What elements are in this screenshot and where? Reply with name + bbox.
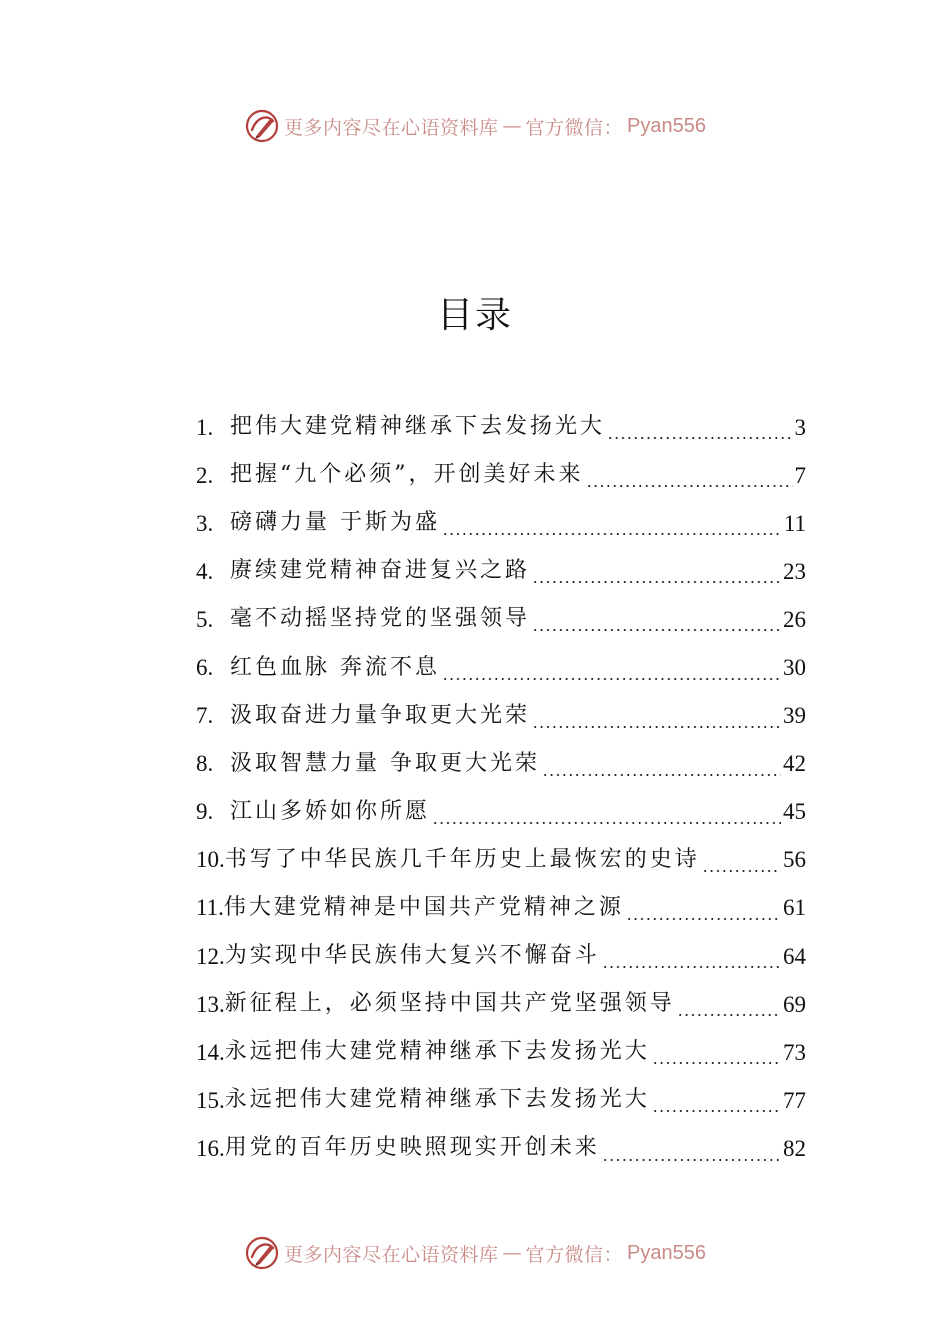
toc-entry-title: 把伟大建党精神继承下去发扬光大 (230, 414, 606, 440)
watermark-label: 官方微信： (525, 1243, 624, 1266)
toc-entry-page: 30 (783, 655, 806, 681)
toc-entry[interactable] (196, 547, 806, 595)
toc-entry-number: 2. (196, 462, 214, 488)
toc-dot-leader (607, 437, 792, 439)
toc-entry[interactable] (196, 980, 806, 1028)
toc-dot-leader (442, 533, 782, 535)
toc-entry[interactable] (196, 836, 806, 884)
footer-watermark (0, 1233, 950, 1273)
toc-entry-number: 4. (196, 558, 214, 584)
toc-dot-leader (432, 822, 781, 824)
toc-entry[interactable] (196, 1124, 806, 1172)
toc-dot-leader (532, 629, 781, 631)
toc-entry-page: 26 (783, 606, 806, 632)
toc-entry-title: 永远把伟大建党精神继承下去发扬光大 (224, 1087, 650, 1113)
toc-entry[interactable] (196, 451, 806, 499)
watermark-account: Pyan556 (627, 1241, 706, 1264)
header-watermark (0, 106, 950, 146)
toc-entry-number: 6. (196, 655, 214, 681)
toc-entry-title: 把握“九个必须”，开创美好未来 (230, 462, 584, 488)
toc-entry-number: 13. (196, 991, 225, 1017)
toc-dot-leader (652, 1062, 781, 1064)
toc-entry-title: 新征程上，必须坚持中国共产党坚强领导 (224, 991, 675, 1017)
toc-entry-page: 56 (783, 847, 806, 873)
toc-dot-leader (542, 774, 781, 776)
toc-entry-title: 用党的百年历史映照现实开创未来 (224, 1135, 600, 1161)
toc-entry-title: 伟大建党精神是中国共产党精神之源 (223, 894, 624, 920)
watermark-text: 更多内容尽在心语资料库 (284, 116, 499, 139)
toc-entry-title: 汲取智慧力量 争取更大光荣 (230, 750, 540, 776)
toc-entry-title: 毫不动摇坚持党的坚强领导 (230, 606, 531, 632)
toc-dot-leader (652, 1110, 781, 1112)
watermark-label: 官方微信： (525, 116, 624, 139)
toc-entry-page: 42 (783, 751, 806, 777)
toc-dot-leader (702, 870, 781, 872)
toc-entry[interactable] (196, 595, 806, 643)
toc-entry-number: 7. (196, 703, 214, 729)
pen-logo-icon (244, 108, 280, 144)
toc-entry-title: 磅礴力量 于斯为盛 (230, 510, 440, 536)
toc-entry-number: 1. (196, 414, 214, 440)
toc-entry-title: 书写了中华民族几千年历史上最恢宏的史诗 (224, 846, 700, 872)
watermark-separator: — (502, 115, 522, 137)
toc-entry-page: 82 (783, 1135, 806, 1161)
toc-entry[interactable] (196, 884, 806, 932)
toc-entry-title: 汲取奋进力量争取更大光荣 (230, 702, 531, 728)
toc-entry-number: 15. (196, 1087, 225, 1113)
toc-dot-leader (532, 581, 781, 583)
toc-dot-leader (442, 678, 781, 680)
toc-dot-leader (626, 918, 781, 920)
toc-entry-page: 23 (783, 558, 806, 584)
page-title: 目录 (436, 295, 513, 336)
toc-entry-title: 江山多娇如你所愿 (230, 798, 431, 824)
toc-entry-number: 16. (196, 1135, 225, 1161)
toc-entry[interactable] (196, 740, 806, 788)
toc-entry-page: 64 (783, 943, 806, 969)
toc-entry-number: 14. (196, 1039, 225, 1065)
toc-entry[interactable] (196, 1028, 806, 1076)
toc-entry-page: 77 (783, 1087, 806, 1113)
toc-dot-leader (602, 966, 781, 968)
toc-entry-page: 73 (783, 1039, 806, 1065)
toc-entry-number: 8. (196, 751, 214, 777)
toc-dot-leader (677, 1014, 781, 1016)
toc-entry-page: 69 (783, 991, 806, 1017)
toc-entry-number: 9. (196, 799, 214, 825)
toc-entry-number: 5. (196, 606, 214, 632)
toc-entry-page: 3 (794, 414, 806, 440)
toc-dot-leader (602, 1159, 781, 1161)
toc-entry[interactable] (196, 643, 806, 691)
toc-entry[interactable] (196, 1076, 806, 1124)
toc-entry-title: 为实现中华民族伟大复兴不懈奋斗 (224, 943, 600, 969)
toc-dot-leader (586, 485, 793, 487)
toc-entry-number: 3. (196, 510, 214, 536)
toc-entry[interactable] (196, 499, 806, 547)
toc-entry-title: 赓续建党精神奋进复兴之路 (230, 558, 531, 584)
toc-entry-number: 11. (196, 895, 224, 921)
toc-entry[interactable] (196, 403, 806, 451)
pen-logo-icon (244, 1235, 280, 1271)
toc-entry-page: 45 (783, 799, 806, 825)
toc-entry-title: 永远把伟大建党精神继承下去发扬光大 (224, 1039, 650, 1065)
toc-entry-page: 11 (783, 510, 806, 536)
toc-dot-leader (532, 726, 781, 728)
toc-entry[interactable] (196, 932, 806, 980)
toc-entry-page: 39 (783, 703, 806, 729)
toc-entry-page: 7 (794, 462, 806, 488)
watermark-account: Pyan556 (627, 114, 706, 137)
toc-entry[interactable] (196, 788, 806, 836)
watermark-text: 更多内容尽在心语资料库 (284, 1243, 499, 1266)
toc-entry-title: 红色血脉 奔流不息 (230, 654, 440, 680)
table-of-contents (196, 403, 806, 1173)
toc-entry-number: 12. (196, 943, 225, 969)
toc-entry-number: 10. (196, 847, 225, 873)
watermark-separator: — (502, 1242, 522, 1264)
toc-entry-page: 61 (783, 895, 806, 921)
toc-entry[interactable] (196, 692, 806, 740)
